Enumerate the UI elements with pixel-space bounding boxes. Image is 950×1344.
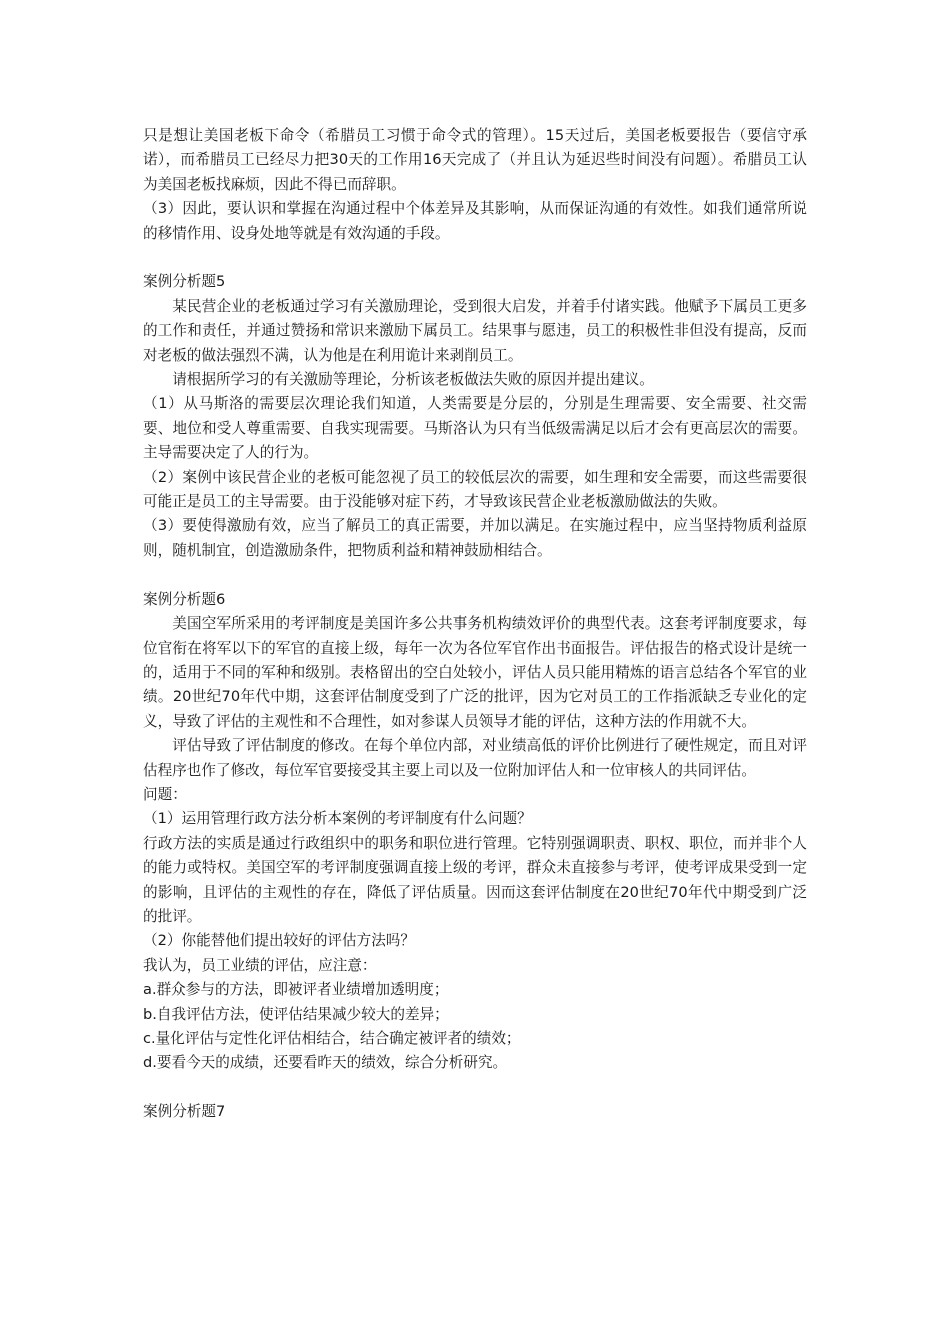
case6-question-2: （2）你能替他们提出较好的评估方法吗？: [143, 932, 415, 950]
case6-title: 案例分析题6: [143, 590, 226, 608]
blank-line: [143, 563, 807, 587]
document-page: [143, 124, 807, 1125]
case5-answer-1: （1）从马斯洛的需要层次理论我们知道，人类需要是分层的，分别是生理需要、安全需要、社交需要、地位和受人尊重需要、自我实现需要。马斯洛认为只有当低级需满足以后才会有更高层次的需要。主导需要决定了人的行为。: [143, 395, 807, 462]
case7-title: 案例分析题7: [143, 1103, 226, 1121]
case5-answer-3: （3）要使得激励有效，应当了解员工的真正需要，并加以满足。在实施过程中，应当坚持物质利益原则，随机制宜，创造激励条件，把物质利益和精神鼓励相结合。: [143, 517, 807, 559]
case6-answer-2-intro: 我认为，员工业绩的评估，应注意：: [143, 956, 377, 974]
case5-answer-2: （2）案例中该民营企业的老板可能忽视了员工的较低层次的需要，如生理和安全需要，而这些需要很可能正是员工的主导需要。由于没能够对症下药，才导致该民营企业老板激励做法的失败。: [143, 468, 807, 511]
paragraph-case4-answer-3: （3）因此，要认识和掌握在沟通过程中个体差异及其影响，从而保证沟通的有效性。如我们通常所说的移情作用、设身处地等就是有效沟通的手段。: [143, 200, 807, 242]
case6-list-item-a: a.群众参与的方法，即被评者业绩增加透明度；: [143, 981, 449, 999]
case6-question-label: 问题：: [143, 785, 187, 803]
case6-list-item-d: d.要看今天的成绩，还要看昨天的绩效，综合分析研究。: [143, 1054, 508, 1072]
case5-question: 请根据所学习的有关激励等理论，分析该老板做法失败的原因并提出建议。: [172, 371, 654, 389]
case5-title: 案例分析题5: [143, 273, 226, 291]
case6-list-item-c: c.量化评估与定性化评估相结合，结合确定被评者的绩效；: [143, 1030, 521, 1047]
case5-intro: 某民营企业的老板通过学习有关激励理论，受到很大启发，并着手付诸实践。他赋予下属员工更多的工作和责任，并通过赞扬和常识来激励下属员工。结果事与愿违，员工的积极性非但没有提高，反而对老板的做法强烈不满，认为他是在利用诡计来剥削员工。: [143, 297, 807, 364]
blank-line: [143, 1076, 807, 1100]
blank-line: [143, 246, 807, 270]
case6-list-item-b: b.自我评估方法，使评估结果减少较大的差异；: [143, 1005, 449, 1023]
case6-paragraph-1: 美国空军所采用的考评制度是美国许多公共事务机构绩效评价的典型代表。这套考评制度要求，每位官衔在将军以下的军官的直接上级，每年一次为各位军官作出书面报告。评估报告的格式设计是统一的，适用于不同的军种和级别。表格留出的空白处较小，评估人员只能用精炼的语言总结各个军官的业绩。20世纪70年代中期，这套评估制度受到了广泛的批评，因为它对员工的工作指派缺乏专业化的定义，导致了评估的主观性和不合理性，如对参谋人员领导才能的评估，这种方法的作用就不大。: [143, 615, 807, 730]
case6-question-1: （1）运用管理行政方法分析本案例的考评制度有什么问题？: [143, 810, 532, 828]
case6-paragraph-2: 评估导致了评估制度的修改。在每个单位内部，对业绩高低的评价比例进行了硬性规定，而且对评估程序也作了修改，每位军官要接受其主要上司以及一位附加评估人和一位审核人的共同评估。: [143, 737, 807, 779]
paragraph-case4-continued: 只是想让美国老板下命令（希腊员工习惯于命令式的管理）。15天过后，美国老板要报告（要信守承诺），而希腊员工已经尽力把30天的工作用16天完成了（并且认为延迟些时间没有问题）。希腊员工认为美国老板找麻烦，因此不得已而辞职。: [143, 127, 807, 193]
case6-answer-1: 行政方法的实质是通过行政组织中的职务和职位进行管理。它特别强调职责、职权、职位，而并非个人的能力或特权。美国空军的考评制度强调直接上级的考评，群众未直接参与考评，使考评成果受到一定的影响，且评估的主观性的存在，降低了评估质量。因而这套评估制度在20世纪70年代中期受到广泛的批评。: [143, 834, 807, 925]
